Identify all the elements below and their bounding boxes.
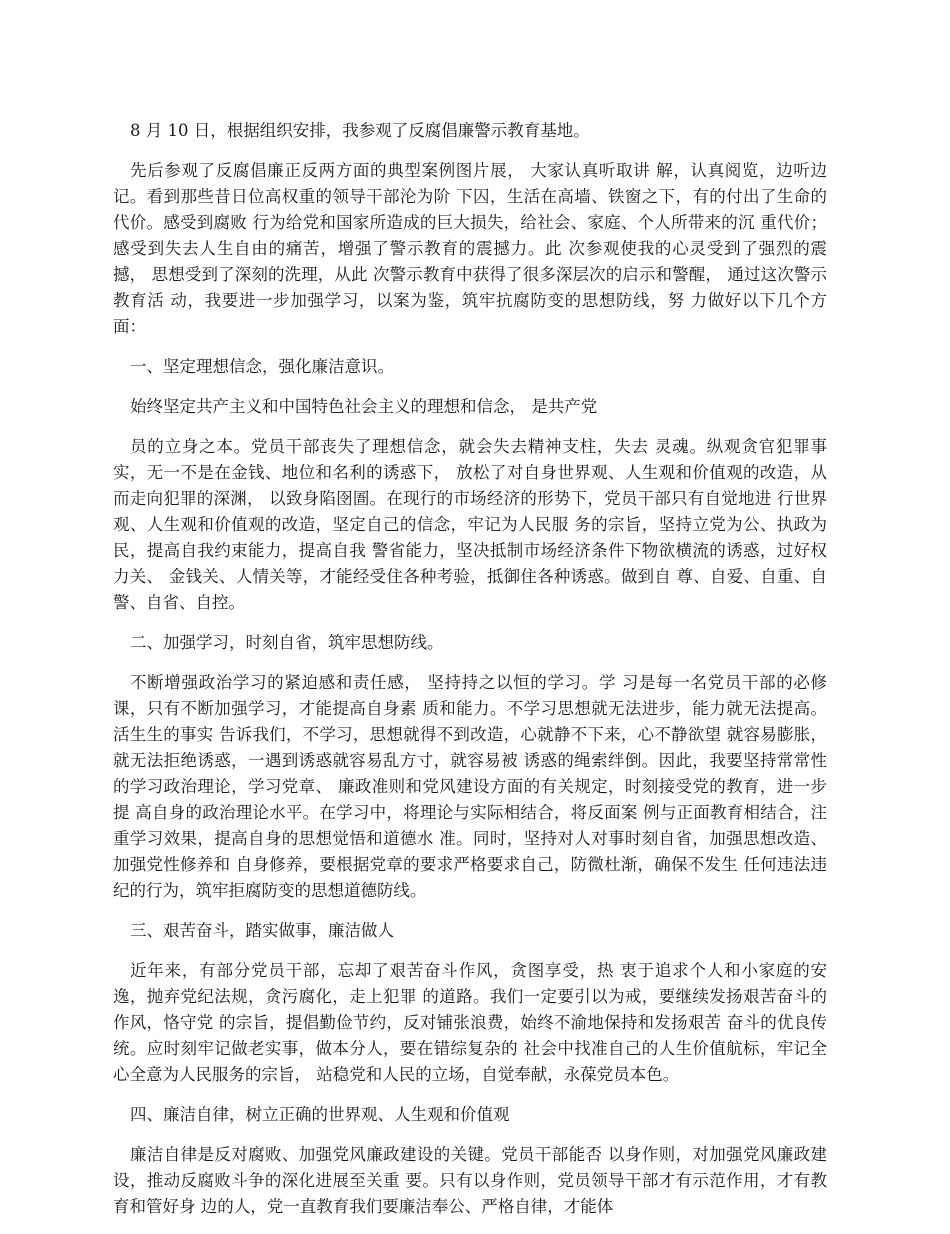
paragraph-section-1-lead: 始终坚定共产主义和中国特色社会主义的理想和信念， 是共产党	[130, 397, 598, 416]
paragraph-section-4-body: 廉洁自律是反对腐败、加强党风廉政建设的关键。党员干部能否 以身作则，对加强党风廉政建设，推动反腐败斗争的深化进展至关重 要。只有以身作则，党员领导干部才有示范作用，才有教育和管好身 边的人，党一直教育我们要廉洁奉公、严格自律，才能体	[113, 1145, 827, 1216]
section-heading-2: 二、加强学习，时刻自省，筑牢思想防线。	[130, 633, 444, 652]
paragraph-section-2-body: 不断增强政治学习的紧迫感和责任感， 坚持持之以恒的学习。学 习是每一名党员干部的必修课，只有不断加强学习，才能提高自身素 质和能力。不学习思想就无法进步，能力就无法提高。活生生的事实 告诉我们，不学习，思想就得不到改造，心就静不下来，心不静欲望 就容易膨胀，就无法拒绝诱惑，一遇到诱惑就容易乱方寸，就容易被 诱惑的绳索绊倒。因此，我要坚持常常性的学习政治理论，学习党章、 廉政准则和党风建设方面的有关规定，时刻接受党的教育，进一步提 高自身的政治理论水平。在学习中，将理论与实际相结合，将反面案 例与正面教育相结合，注重学习效果，提高自身的思想觉悟和道德水 准。同时，坚持对人对事时刻自省，加强思想改造、加强党性修养和 自身修养，要根据党章的要求严格要求自己，防微杜渐，确保不发生 任何违法违纪的行为，筑牢拒腐防变的思想道德防线。	[113, 673, 827, 900]
section-heading-1: 一、坚定理想信念，强化廉洁意识。	[130, 357, 394, 376]
paragraph-visit-summary: 先后参观了反腐倡廉正反两方面的典型案例图片展， 大家认真听取讲 解，认真阅览，边听边记。看到那些昔日位高权重的领导干部沦为阶 下囚，生活在高墙、铁窗之下，有的付出了生命的代价。感受到腐败 行为给党和国家所造成的巨大损失，给社会、家庭、个人所带来的沉 重代价；感受到失去人生自由的痛苦，增强了警示教育的震撼力。此 次参观使我的心灵受到了强烈的震撼， 思想受到了深刻的洗理，从此 次警示教育中获得了很多深层次的启示和警醒， 通过这次警示教育活 动，我要进一步加强学习，以案为鉴，筑牢抗腐防变的思想防线，努 力做好以下几个方面：	[113, 161, 827, 336]
section-heading-3: 三、艰苦奋斗，踏实做事，廉洁做人	[130, 921, 394, 940]
paragraph-date-intro: 8 月 10 日，根据组织安排，我参观了反腐倡廉警示教育基地。	[130, 121, 590, 140]
paragraph-section-3-body: 近年来，有部分党员干部，忘却了艰苦奋斗作风，贪图享受，热 衷于追求个人和小家庭的安逸，抛弃党纪法规，贪污腐化，走上犯罪 的道路。我们一定要引以为戒，要继续发扬艰苦奋斗的作风，恪守党 的宗旨，提倡勤俭节约，反对铺张浪费，始终不渝地保持和发扬艰苦 奋斗的优良传统。应时刻牢记做老实事，做本分人，要在错综复杂的 社会中找准自己的人生价值航标，牢记全心全意为人民服务的宗旨， 站稳党和人民的立场，自觉奉献，永葆党员本色。	[113, 961, 827, 1084]
document-page	[113, 118, 827, 1234]
section-heading-4: 四、廉洁自律，树立正确的世界观、人生观和价值观	[130, 1105, 510, 1124]
paragraph-section-1-body: 员的立身之本。党员干部丧失了理想信念，就会失去精神支柱，失去 灵魂。纵观贪官犯罪事实，无一不是在金钱、地位和名利的诱惑下， 放松了对自身世界观、人生观和价值观的改造，从而走向犯罪的深渊， 以致身陷囹圄。在现行的市场经济的形势下，党员干部只有自觉地进 行世界观、人生观和价值观的改造，坚定自己的信念，牢记为人民服 务的宗旨，坚持立党为公、执政为民，提高自我约束能力，提高自我 警省能力，坚决抵制市场经济条件下物欲横流的诱惑，过好权力关、 金钱关、人情关等，才能经受住各种考验，抵御住各种诱惑。做到自 尊、自爱、自重、自警、自省、自控。	[113, 437, 827, 612]
